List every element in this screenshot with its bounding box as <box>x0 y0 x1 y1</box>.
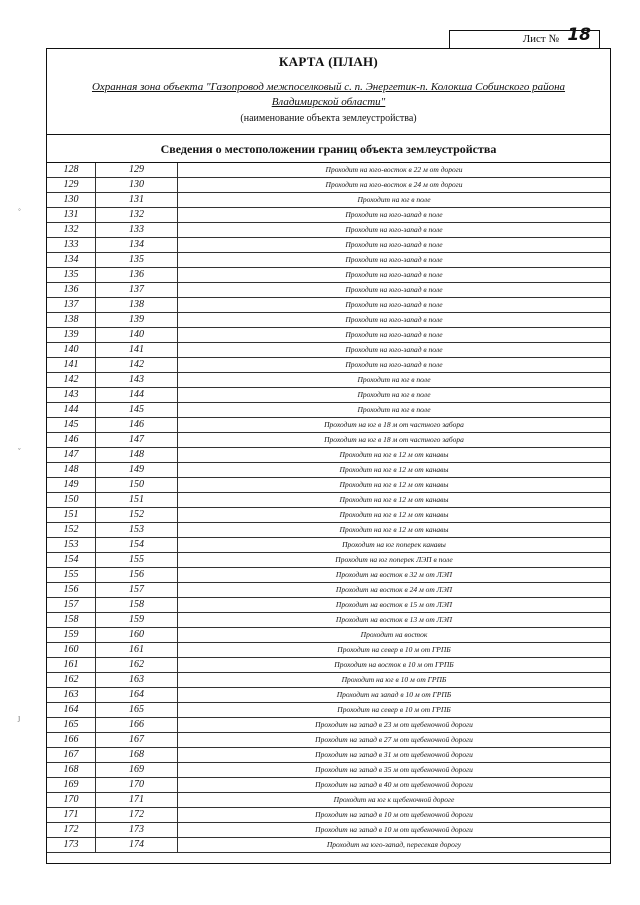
row-point-from: 153 <box>47 538 96 552</box>
row-description: Проходит на восток в 32 м от ЛЭП <box>335 570 453 579</box>
scan-mark: ȷ <box>18 713 21 722</box>
table-row <box>47 493 610 508</box>
row-point-to: 164 <box>96 688 178 702</box>
row-point-from: 148 <box>47 463 96 477</box>
table-row <box>47 388 610 403</box>
row-point-to: 166 <box>96 718 178 732</box>
row-point-from: 156 <box>47 583 96 597</box>
table-row <box>47 553 610 568</box>
row-point-from: 157 <box>47 598 96 612</box>
row-description: Проходит на север в 10 м от ГРПБ <box>337 705 451 714</box>
row-point-from: 151 <box>47 508 96 522</box>
table-row <box>47 673 610 688</box>
row-point-to: 139 <box>96 313 178 327</box>
row-point-from: 140 <box>47 343 96 357</box>
row-point-from: 134 <box>47 253 96 267</box>
row-point-to: 135 <box>96 253 178 267</box>
table-row <box>47 538 610 553</box>
row-point-to: 130 <box>96 178 178 192</box>
row-description: Проходит на юго-запад, пересекая дорогу <box>326 840 462 849</box>
row-point-from: 164 <box>47 703 96 717</box>
row-point-to: 154 <box>96 538 178 552</box>
object-caption: (наименование объекта землеустройства) <box>240 113 417 124</box>
row-point-to: 133 <box>96 223 178 237</box>
row-description: Проходит на юго-запад в поле <box>345 240 443 249</box>
row-point-to: 168 <box>96 748 178 762</box>
row-point-from: 154 <box>47 553 96 567</box>
table-row <box>47 718 610 733</box>
row-point-to: 148 <box>96 448 178 462</box>
section-title: Сведения о местоположении границ объекта землеустройства <box>47 135 610 163</box>
row-point-to: 143 <box>96 373 178 387</box>
row-point-from: 132 <box>47 223 96 237</box>
row-description: Проходит на юго-запад в поле <box>345 270 443 279</box>
row-point-from: 152 <box>47 523 96 537</box>
table-row <box>47 298 610 313</box>
row-point-to: 132 <box>96 208 178 222</box>
table-row <box>47 598 610 613</box>
table-row <box>47 583 610 598</box>
row-point-from: 130 <box>47 193 96 207</box>
table-row <box>47 373 610 388</box>
row-point-from: 167 <box>47 748 96 762</box>
row-description: Проходит на восток в 13 м от ЛЭП <box>335 615 453 624</box>
sheet-number: 18 <box>567 25 591 45</box>
row-point-to: 145 <box>96 403 178 417</box>
table-row <box>47 223 610 238</box>
row-point-from: 171 <box>47 808 96 822</box>
row-point-to: 152 <box>96 508 178 522</box>
row-point-to: 172 <box>96 808 178 822</box>
row-point-from: 168 <box>47 763 96 777</box>
row-description: Проходит на запад в 31 м от щебеночной дороги <box>315 750 473 759</box>
table-row <box>47 448 610 463</box>
table-row <box>47 208 610 223</box>
document-header <box>47 49 610 135</box>
scan-mark: ◦ <box>18 205 21 214</box>
table-row <box>47 403 610 418</box>
row-point-to: 157 <box>96 583 178 597</box>
table-row <box>47 568 610 583</box>
row-point-from: 160 <box>47 643 96 657</box>
row-description: Проходит на юго-запад в поле <box>345 360 443 369</box>
row-description: Проходит на юг в 12 м от канавы <box>339 525 449 534</box>
sheet-number-box <box>449 25 600 48</box>
table-row <box>47 688 610 703</box>
row-point-from: 139 <box>47 328 96 342</box>
row-point-from: 170 <box>47 793 96 807</box>
table-row <box>47 823 610 838</box>
row-point-from: 144 <box>47 403 96 417</box>
table-row <box>47 178 610 193</box>
row-point-from: 135 <box>47 268 96 282</box>
row-point-to: 150 <box>96 478 178 492</box>
table-row <box>47 643 610 658</box>
row-description: Проходит на юг к щебеночной дороге <box>333 795 455 804</box>
table-row <box>47 193 610 208</box>
table-row <box>47 733 610 748</box>
row-description: Проходит на юго-запад в поле <box>345 345 443 354</box>
row-description: Проходит на юг поперек канавы <box>342 540 446 549</box>
row-point-to: 151 <box>96 493 178 507</box>
row-description: Проходит на юг поперек ЛЭП в поле <box>335 555 453 564</box>
row-description: Проходит на восток <box>360 630 428 639</box>
row-point-to: 160 <box>96 628 178 642</box>
row-point-from: 161 <box>47 658 96 672</box>
row-description: Проходит на запад в 10 м от щебеночной дороги <box>315 825 473 834</box>
table-row <box>47 478 610 493</box>
table-row <box>47 463 610 478</box>
row-description: Проходит на запад в 23 м от щебеночной дороги <box>315 720 473 729</box>
boundary-table <box>47 163 610 853</box>
row-description: Проходит на юг в поле <box>357 405 431 414</box>
row-point-from: 163 <box>47 688 96 702</box>
row-point-to: 137 <box>96 283 178 297</box>
row-point-from: 149 <box>47 478 96 492</box>
table-row <box>47 838 610 853</box>
scan-mark: ˇ <box>18 447 21 456</box>
document-frame <box>46 48 611 864</box>
row-point-to: 129 <box>96 163 178 177</box>
row-point-to: 149 <box>96 463 178 477</box>
row-description: Проходит на юго-запад в поле <box>345 225 443 234</box>
row-description: Проходит на юг в 12 м от канавы <box>339 450 449 459</box>
row-point-from: 159 <box>47 628 96 642</box>
row-point-to: 136 <box>96 268 178 282</box>
row-point-to: 134 <box>96 238 178 252</box>
row-point-from: 166 <box>47 733 96 747</box>
row-description: Проходит на восток в 10 м от ГРПБ <box>334 660 454 669</box>
row-description: Проходит на юг в 18 м от частного забора <box>324 435 464 444</box>
row-point-from: 147 <box>47 448 96 462</box>
row-description: Проходит на восток в 15 м от ЛЭП <box>335 600 453 609</box>
row-point-from: 173 <box>47 838 96 852</box>
row-point-from: 155 <box>47 568 96 582</box>
row-point-to: 156 <box>96 568 178 582</box>
row-point-from: 131 <box>47 208 96 222</box>
table-row <box>47 748 610 763</box>
row-point-to: 153 <box>96 523 178 537</box>
row-point-from: 146 <box>47 433 96 447</box>
row-point-from: 142 <box>47 373 96 387</box>
row-description: Проходит на запад в 10 м от щебеночной дороги <box>315 810 473 819</box>
sheet-label: Лист № <box>522 33 559 45</box>
row-description: Проходит на юго-восток в 24 м от дороги <box>325 180 463 189</box>
table-row <box>47 628 610 643</box>
row-description: Проходит на юго-запад в поле <box>345 315 443 324</box>
row-point-to: 169 <box>96 763 178 777</box>
row-point-from: 141 <box>47 358 96 372</box>
row-point-to: 142 <box>96 358 178 372</box>
row-description: Проходит на восток в 24 м от ЛЭП <box>335 585 453 594</box>
table-row <box>47 163 610 178</box>
row-point-to: 159 <box>96 613 178 627</box>
row-point-from: 158 <box>47 613 96 627</box>
row-point-from: 172 <box>47 823 96 837</box>
table-row <box>47 613 610 628</box>
row-description: Проходит на юг в 12 м от канавы <box>339 465 449 474</box>
row-description: Проходит на юго-запад в поле <box>345 255 443 264</box>
row-point-to: 158 <box>96 598 178 612</box>
row-description: Проходит на юг в поле <box>357 375 431 384</box>
row-description: Проходит на юг в поле <box>357 390 431 399</box>
row-description: Проходит на север в 10 м от ГРПБ <box>337 645 451 654</box>
row-point-from: 165 <box>47 718 96 732</box>
table-row <box>47 658 610 673</box>
row-point-to: 173 <box>96 823 178 837</box>
row-point-to: 141 <box>96 343 178 357</box>
row-description: Проходит на юг в поле <box>357 195 431 204</box>
row-point-to: 140 <box>96 328 178 342</box>
table-row <box>47 508 610 523</box>
table-row <box>47 778 610 793</box>
table-row <box>47 283 610 298</box>
row-point-to: 161 <box>96 643 178 657</box>
row-description: Проходит на юг в 12 м от канавы <box>339 510 449 519</box>
row-description: Проходит на юг в 10 м от ГРПБ <box>341 675 447 684</box>
row-description: Проходит на запад в 40 м от щебеночной дороги <box>315 780 473 789</box>
row-point-to: 155 <box>96 553 178 567</box>
row-point-to: 171 <box>96 793 178 807</box>
row-point-to: 147 <box>96 433 178 447</box>
row-point-from: 128 <box>47 163 96 177</box>
row-description: Проходит на юго-запад в поле <box>345 210 443 219</box>
row-description: Проходит на юг в 12 м от канавы <box>339 495 449 504</box>
table-row <box>47 343 610 358</box>
row-point-from: 162 <box>47 673 96 687</box>
table-row <box>47 328 610 343</box>
row-point-from: 143 <box>47 388 96 402</box>
table-row <box>47 358 610 373</box>
row-point-to: 162 <box>96 658 178 672</box>
table-row <box>47 703 610 718</box>
row-description: Проходит на запад в 10 м от ГРПБ <box>336 690 452 699</box>
table-row <box>47 268 610 283</box>
row-description: Проходит на юго-запад в поле <box>345 330 443 339</box>
row-point-from: 136 <box>47 283 96 297</box>
page-title: КАРТА (ПЛАН) <box>278 54 379 69</box>
table-row <box>47 238 610 253</box>
row-description: Проходит на запад в 35 м от щебеночной дороги <box>315 765 473 774</box>
row-point-to: 167 <box>96 733 178 747</box>
row-point-from: 133 <box>47 238 96 252</box>
table-row <box>47 313 610 328</box>
table-row <box>47 523 610 538</box>
row-description: Проходит на юг в 12 м от канавы <box>339 480 449 489</box>
row-point-to: 165 <box>96 703 178 717</box>
table-row <box>47 793 610 808</box>
row-description: Проходит на юг в 18 м от частного забора <box>324 420 464 429</box>
row-description: Проходит на юго-запад в поле <box>345 300 443 309</box>
row-point-to: 146 <box>96 418 178 432</box>
row-point-to: 163 <box>96 673 178 687</box>
table-row <box>47 808 610 823</box>
row-point-to: 174 <box>96 838 178 852</box>
object-name: Охранная зона объекта "Газопровод межпоселковый с. п. Энергетик-п. Колокша Собинского района Владимирской области" <box>91 81 566 108</box>
row-point-from: 145 <box>47 418 96 432</box>
row-point-from: 150 <box>47 493 96 507</box>
row-point-from: 169 <box>47 778 96 792</box>
row-point-to: 138 <box>96 298 178 312</box>
row-point-to: 131 <box>96 193 178 207</box>
row-description: Проходит на запад в 27 м от щебеночной дороги <box>315 735 473 744</box>
row-description: Проходит на юго-восток в 22 м от дороги <box>325 165 463 174</box>
row-description: Проходит на юго-запад в поле <box>345 285 443 294</box>
row-point-from: 138 <box>47 313 96 327</box>
table-row <box>47 433 610 448</box>
table-row <box>47 253 610 268</box>
row-point-to: 144 <box>96 388 178 402</box>
row-point-to: 170 <box>96 778 178 792</box>
row-point-from: 137 <box>47 298 96 312</box>
table-row <box>47 418 610 433</box>
table-row <box>47 763 610 778</box>
row-point-from: 129 <box>47 178 96 192</box>
